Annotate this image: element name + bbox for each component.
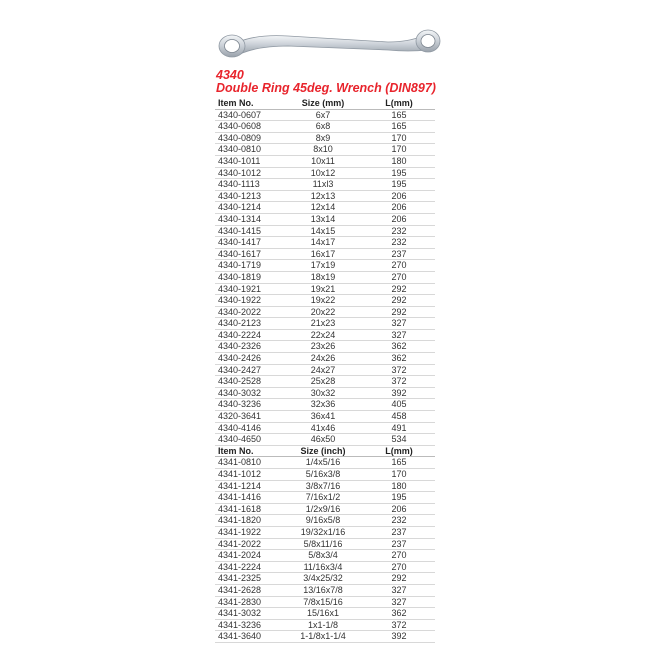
size-header: Size (inch) xyxy=(300,445,346,456)
size-cell: 14x15 xyxy=(310,225,336,236)
length-cell: 165 xyxy=(391,109,407,120)
table-row xyxy=(215,399,435,411)
item-no-cell: 4340-3032 xyxy=(218,387,262,398)
size-cell: 9/16x5/8 xyxy=(305,515,341,526)
size-cell: 46x50 xyxy=(310,434,336,445)
length-cell: 292 xyxy=(391,283,407,294)
length-cell: 206 xyxy=(391,190,407,201)
item-no-cell: 4340-1314 xyxy=(218,213,262,224)
length-cell: 180 xyxy=(391,480,407,491)
table-row xyxy=(215,144,435,156)
table-row xyxy=(215,284,435,296)
table-row xyxy=(215,562,435,574)
length-cell: 170 xyxy=(391,132,407,143)
table-row xyxy=(215,179,435,191)
item-no-cell: 4340-1012 xyxy=(218,167,262,178)
table-row xyxy=(215,272,435,284)
length-cell: 327 xyxy=(391,318,407,329)
item-no-cell: 4340-1415 xyxy=(218,225,262,236)
length-cell: 170 xyxy=(391,144,407,155)
item-no-cell: 4340-1819 xyxy=(218,271,262,282)
length-cell: 270 xyxy=(391,550,407,561)
table-row xyxy=(215,539,435,551)
length-cell: 362 xyxy=(391,353,407,364)
table-row xyxy=(215,121,435,133)
length-cell: 327 xyxy=(391,329,407,340)
table-row xyxy=(215,318,435,330)
length-cell: 195 xyxy=(391,492,407,503)
size-cell: 20x22 xyxy=(310,306,336,317)
size-cell: 1/4x5/16 xyxy=(305,457,341,468)
item-no-cell: 4340-1921 xyxy=(218,283,262,294)
table-row xyxy=(215,237,435,249)
table-row xyxy=(215,585,435,597)
table-row xyxy=(215,365,435,377)
size-header: Size (mm) xyxy=(301,98,345,108)
item-no-cell: 4340-2427 xyxy=(218,364,262,375)
size-cell: 10x12 xyxy=(310,167,336,178)
item-no-cell: 4341-2628 xyxy=(218,584,262,595)
size-cell: 21x23 xyxy=(310,318,336,329)
size-cell: 24x27 xyxy=(310,364,336,375)
table-row xyxy=(215,550,435,562)
table-row xyxy=(215,411,435,423)
item-no-cell: 4340-4146 xyxy=(218,422,262,433)
table-header xyxy=(215,446,435,458)
item-no-cell: 4340-2426 xyxy=(218,353,262,364)
wrench-product-image xyxy=(218,24,442,64)
item-no-cell: 4341-2022 xyxy=(218,538,262,549)
length-cell: 270 xyxy=(391,271,407,282)
size-cell: 7/16x1/2 xyxy=(305,492,341,503)
size-cell: 12x14 xyxy=(310,202,336,213)
table-row xyxy=(215,620,435,632)
table-row xyxy=(215,388,435,400)
length-cell: 165 xyxy=(391,121,407,132)
spec-table xyxy=(215,98,435,643)
table-row xyxy=(215,457,435,469)
size-cell: 14x17 xyxy=(310,237,336,248)
size-cell: 23x26 xyxy=(310,341,336,352)
length-cell: 180 xyxy=(391,155,407,166)
size-cell: 1x1-1/8 xyxy=(307,619,339,630)
table-row xyxy=(215,307,435,319)
length-cell: 292 xyxy=(391,306,407,317)
table-row xyxy=(215,202,435,214)
size-cell: 25x28 xyxy=(310,376,336,387)
item-no-cell: 4340-3236 xyxy=(218,399,262,410)
product-code: 4340 xyxy=(216,68,244,82)
length-cell: 372 xyxy=(391,376,407,387)
item-no-cell: 4341-1012 xyxy=(218,469,262,479)
item-no-cell: 4340-2528 xyxy=(218,376,262,387)
item-no-cell: 4340-1719 xyxy=(218,260,262,271)
item-no-cell: 4340-2326 xyxy=(218,341,262,352)
item-no-cell: 4340-1213 xyxy=(218,190,262,201)
size-cell: 32x36 xyxy=(310,399,336,410)
table-row xyxy=(215,504,435,516)
length-cell: 372 xyxy=(391,364,407,375)
length-cell: 237 xyxy=(391,526,407,537)
table-row xyxy=(215,214,435,226)
item-no-cell: 4340-0810 xyxy=(218,144,262,155)
item-no-header: Item No. xyxy=(218,98,254,108)
length-header: L(mm) xyxy=(385,98,413,108)
size-cell: 10x11 xyxy=(311,155,335,166)
item-no-cell: 4341-3032 xyxy=(218,608,262,619)
table-row xyxy=(215,376,435,388)
length-cell: 232 xyxy=(391,237,407,248)
table-row xyxy=(215,573,435,585)
table-row xyxy=(215,295,435,307)
item-no-cell: 4340-1011 xyxy=(218,155,261,166)
table-row xyxy=(215,631,435,643)
item-no-cell: 4341-3236 xyxy=(218,619,262,630)
length-cell: 206 xyxy=(391,202,407,213)
item-no-cell: 4340-0809 xyxy=(218,132,262,143)
size-cell: 3/8x7/16 xyxy=(305,480,341,491)
item-no-cell: 4340-1922 xyxy=(218,295,262,306)
table-row xyxy=(215,249,435,261)
item-no-cell: 4341-0810 xyxy=(218,457,262,468)
table-row xyxy=(215,608,435,620)
size-cell: 11xl3 xyxy=(312,179,334,190)
size-cell: 16x17 xyxy=(310,248,336,259)
length-cell: 458 xyxy=(391,411,407,422)
length-cell: 327 xyxy=(391,584,407,595)
size-cell: 41x46 xyxy=(310,422,336,433)
item-no-cell: 4341-2024 xyxy=(218,550,262,561)
length-cell: 170 xyxy=(391,469,407,479)
table-row xyxy=(215,110,435,122)
length-cell: 534 xyxy=(391,434,407,445)
table-row xyxy=(215,133,435,145)
length-cell: 292 xyxy=(391,295,407,306)
size-cell: 13/16x7/8 xyxy=(303,584,343,595)
size-cell: 5/8x11/16 xyxy=(303,538,343,549)
table-row xyxy=(215,434,435,446)
item-no-cell: 4341-3640 xyxy=(218,631,262,642)
item-no-cell: 4340-2123 xyxy=(218,318,262,329)
item-no-cell: 4340-1214 xyxy=(218,202,262,213)
item-no-cell: 4340-2224 xyxy=(218,329,262,340)
size-cell: 8x10 xyxy=(313,144,333,155)
length-cell: 232 xyxy=(391,225,407,236)
item-no-cell: 4340-0608 xyxy=(218,121,262,132)
length-cell: 372 xyxy=(391,619,407,630)
table-row xyxy=(215,527,435,539)
item-no-cell: 4341-1922 xyxy=(218,526,262,537)
size-cell: 15/16x1 xyxy=(306,608,340,619)
length-cell: 405 xyxy=(391,399,407,410)
table-row xyxy=(215,330,435,342)
length-cell: 206 xyxy=(391,503,407,514)
item-no-cell: 4341-1820 xyxy=(218,515,262,526)
table-row xyxy=(215,260,435,272)
item-no-cell: 4341-2224 xyxy=(218,561,262,572)
table-row xyxy=(215,353,435,365)
item-no-cell: 4340-0607 xyxy=(218,109,262,120)
size-cell: 30x32 xyxy=(310,387,336,398)
table-row xyxy=(215,156,435,168)
size-cell: 19/32x1/16 xyxy=(300,526,346,537)
size-cell: 5/16x3/8 xyxy=(305,469,341,479)
length-cell: 392 xyxy=(391,631,407,642)
length-cell: 491 xyxy=(391,422,407,433)
item-no-cell: 4340-4650 xyxy=(218,434,262,445)
size-cell: 36x41 xyxy=(310,411,336,422)
size-cell: 8x9 xyxy=(315,132,331,143)
item-no-cell: 4341-2325 xyxy=(218,573,262,584)
item-no-cell: 4341-2830 xyxy=(218,596,262,607)
item-no-cell: 4340-2022 xyxy=(218,306,262,317)
size-cell: 6x8 xyxy=(315,121,331,132)
size-cell: 6x7 xyxy=(315,109,331,120)
size-cell: 5/8x3/4 xyxy=(308,550,338,561)
length-cell: 195 xyxy=(391,179,407,190)
table-row xyxy=(215,168,435,180)
item-no-header: Item No. xyxy=(218,445,254,456)
item-no-cell: 4340-1417 xyxy=(218,237,262,248)
length-cell: 362 xyxy=(391,608,407,619)
table-row xyxy=(215,341,435,353)
item-no-cell: 4340-1113 xyxy=(218,179,260,190)
table-row xyxy=(215,469,435,481)
product-title: Double Ring 45deg. Wrench (DIN897) xyxy=(216,81,436,95)
table-row xyxy=(215,492,435,504)
length-header: L(mm) xyxy=(385,445,413,456)
size-cell: 11/16x3/4 xyxy=(303,561,343,572)
size-cell: 1-1/8x1-1/4 xyxy=(300,631,346,642)
table-row xyxy=(215,191,435,203)
size-cell: 22x24 xyxy=(310,329,336,340)
size-cell: 3/4x25/32 xyxy=(303,573,343,584)
length-cell: 292 xyxy=(391,573,407,584)
table-row xyxy=(215,481,435,493)
table-row xyxy=(215,515,435,527)
item-no-cell: 4320-3641 xyxy=(218,411,262,422)
length-cell: 392 xyxy=(391,387,407,398)
length-cell: 195 xyxy=(391,167,407,178)
length-cell: 232 xyxy=(391,515,407,526)
length-cell: 327 xyxy=(391,596,407,607)
item-no-cell: 4341-1618 xyxy=(218,503,262,514)
size-cell: 17x19 xyxy=(310,260,336,271)
size-cell: 19x21 xyxy=(310,283,336,294)
table-row xyxy=(215,423,435,435)
table-header xyxy=(215,98,435,110)
item-no-cell: 4341-1214 xyxy=(218,480,262,491)
length-cell: 270 xyxy=(391,260,407,271)
size-cell: 19x22 xyxy=(310,295,336,306)
size-cell: 24x26 xyxy=(310,353,336,364)
length-cell: 206 xyxy=(391,213,407,224)
size-cell: 18x19 xyxy=(310,271,336,282)
size-cell: 12x13 xyxy=(310,190,336,201)
size-cell: 13x14 xyxy=(310,213,336,224)
length-cell: 237 xyxy=(391,538,407,549)
length-cell: 270 xyxy=(391,561,407,572)
table-row xyxy=(215,226,435,238)
item-no-cell: 4341-1416 xyxy=(218,492,262,503)
size-cell: 1/2x9/16 xyxy=(305,503,341,514)
size-cell: 7/8x15/16 xyxy=(303,596,343,607)
length-cell: 362 xyxy=(391,341,407,352)
length-cell: 237 xyxy=(391,248,407,259)
table-row xyxy=(215,597,435,609)
length-cell: 165 xyxy=(391,457,407,468)
item-no-cell: 4340-1617 xyxy=(218,248,262,259)
